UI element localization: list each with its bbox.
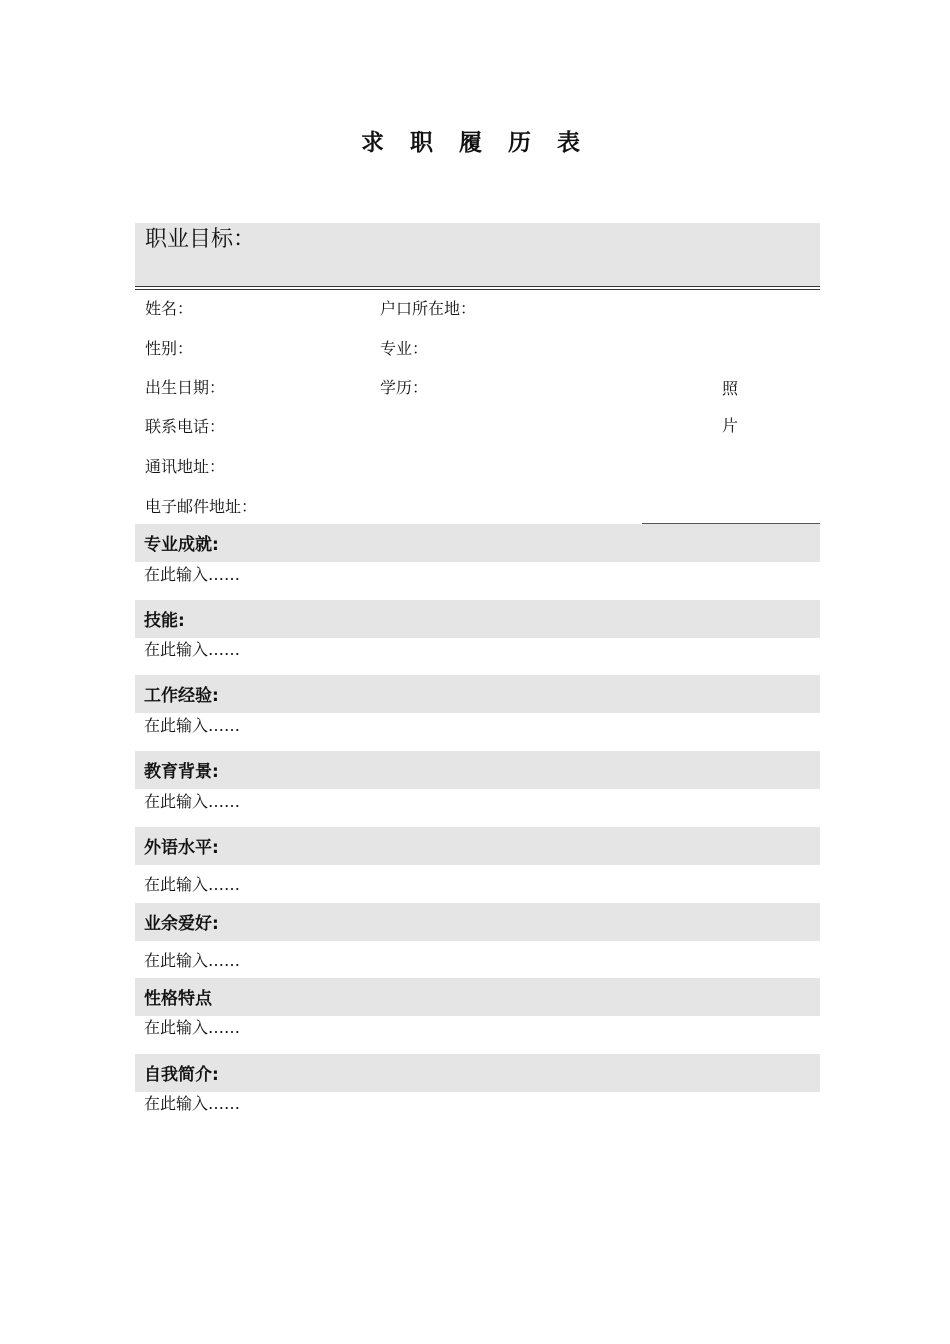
section-heading-skills: 技能: bbox=[135, 600, 820, 638]
section-body-personality[interactable]: 在此输入…… bbox=[144, 1018, 241, 1037]
section-body-education[interactable]: 在此输入…… bbox=[144, 792, 241, 811]
section-heading-personality: 性格特点 bbox=[135, 978, 820, 1016]
section-body-languages[interactable]: 在此输入…… bbox=[144, 875, 241, 894]
divider-line-bottom bbox=[135, 289, 820, 290]
hukou-field-label: 户口所在地： bbox=[380, 299, 477, 318]
section-heading-work-experience: 工作经验: bbox=[135, 675, 820, 713]
email-field-label: 电子邮件地址： bbox=[145, 497, 258, 516]
section-heading-languages: 外语水平: bbox=[135, 827, 820, 865]
document-title: 求 职 履 历 表 bbox=[360, 130, 590, 156]
education-field-label: 学历： bbox=[380, 378, 429, 397]
section-body-hobbies[interactable]: 在此输入…… bbox=[144, 951, 241, 970]
career-objective-label: 职业目标： bbox=[145, 227, 256, 252]
photo-placeholder-char-1: 照 bbox=[722, 379, 739, 398]
section-heading-self-intro: 自我简介: bbox=[135, 1054, 820, 1092]
section-heading-education: 教育背景: bbox=[135, 751, 820, 789]
section-body-self-intro[interactable]: 在此输入…… bbox=[144, 1094, 241, 1113]
major-field-label: 专业： bbox=[380, 339, 429, 358]
photo-placeholder-char-2: 片 bbox=[722, 416, 739, 435]
name-field-label: 姓名： bbox=[145, 299, 194, 318]
section-body-skills[interactable]: 在此输入…… bbox=[144, 640, 241, 659]
divider-line-top bbox=[135, 286, 820, 287]
phone-field-label: 联系电话： bbox=[145, 417, 226, 436]
career-objective-block bbox=[135, 223, 820, 286]
section-heading-achievements: 专业成就: bbox=[135, 524, 820, 562]
section-body-achievements[interactable]: 在此输入…… bbox=[144, 565, 241, 584]
gender-field-label: 性别： bbox=[145, 339, 194, 358]
section-body-work-experience[interactable]: 在此输入…… bbox=[144, 716, 241, 735]
address-field-label: 通讯地址： bbox=[145, 457, 226, 476]
birthdate-field-label: 出生日期： bbox=[145, 378, 226, 397]
section-heading-hobbies: 业余爱好: bbox=[135, 903, 820, 941]
